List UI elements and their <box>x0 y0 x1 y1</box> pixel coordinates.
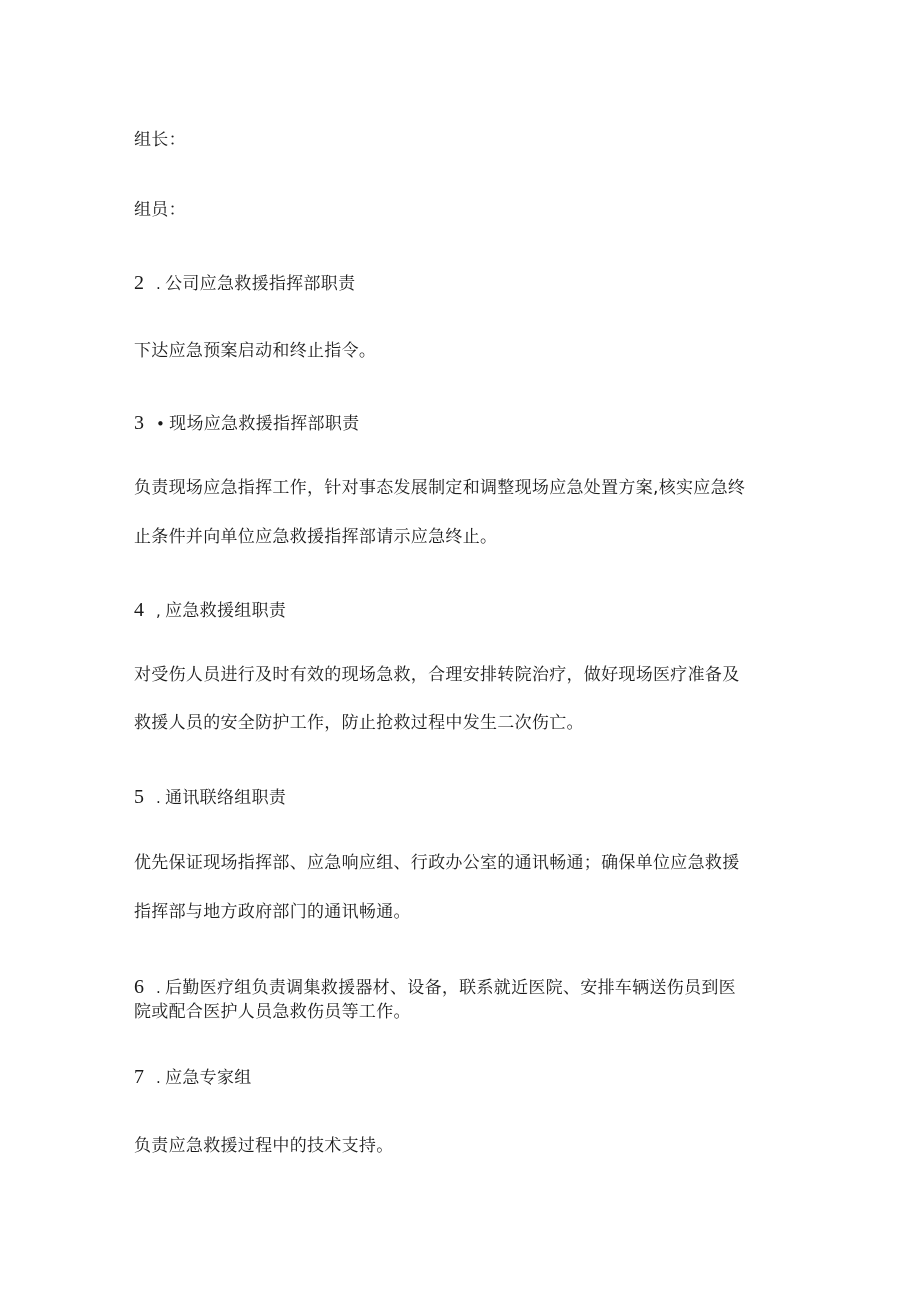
section-title: 应急专家组 <box>165 1068 252 1088</box>
section-body-line: 止条件并向单位应急救援指挥部请示应急终止。 <box>134 527 498 547</box>
section-separator: . <box>156 979 162 997</box>
section-body-line: 优先保证现场指挥部、应急响应组、行政办公室的通讯畅通；确保单位应急救援 <box>134 853 740 873</box>
section-body-line: 负责现场应急指挥工作，针对事态发展制定和调整现场应急处置方案,核实应急终 <box>134 478 746 498</box>
section-heading <box>134 785 286 810</box>
section-heading <box>134 271 355 296</box>
section-title: 应急救援组职责 <box>165 601 287 621</box>
section-separator: . <box>156 789 162 807</box>
section-title: 通讯联络组职责 <box>165 788 287 808</box>
section-number: 5 <box>134 786 145 808</box>
section-number: 6 <box>134 976 145 998</box>
section-number: 4 <box>134 599 145 621</box>
member-label: 组员： <box>134 200 186 220</box>
section-body-line: 救援人员的安全防护工作，防止抢救过程中发生二次伤亡。 <box>134 713 584 733</box>
section-separator: , <box>156 602 162 620</box>
section-heading <box>134 411 359 436</box>
section-body-line: 下达应急预案启动和终止指令。 <box>134 341 377 361</box>
section-title: 现场应急救援指挥部职责 <box>169 414 360 434</box>
section-separator: . <box>156 1069 162 1087</box>
section-number: 2 <box>134 272 145 294</box>
leader-label: 组长： <box>134 130 186 150</box>
section-body-line: 指挥部与地方政府部门的通讯畅通。 <box>134 902 411 922</box>
section-heading <box>134 598 286 623</box>
section-number: 3 <box>134 412 145 434</box>
section-title: 公司应急救援指挥部职责 <box>165 274 356 294</box>
section-body-line: 院或配合医护人员急救伤员等工作。 <box>134 1002 411 1022</box>
section-body-line: 负责应急救援过程中的技术支持。 <box>134 1136 394 1156</box>
section-number: 7 <box>134 1066 145 1088</box>
section-separator: • <box>156 415 166 433</box>
section-heading <box>134 975 736 1000</box>
section-body-line: 对受伤人员进行及时有效的现场急救，合理安排转院治疗，做好现场医疗准备及 <box>134 665 740 685</box>
section-heading <box>134 1065 252 1090</box>
section-separator: . <box>156 275 162 293</box>
section-title: 后勤医疗组负责调集救援器材、设备，联系就近医院、安排车辆送伤员到医 <box>165 978 736 998</box>
